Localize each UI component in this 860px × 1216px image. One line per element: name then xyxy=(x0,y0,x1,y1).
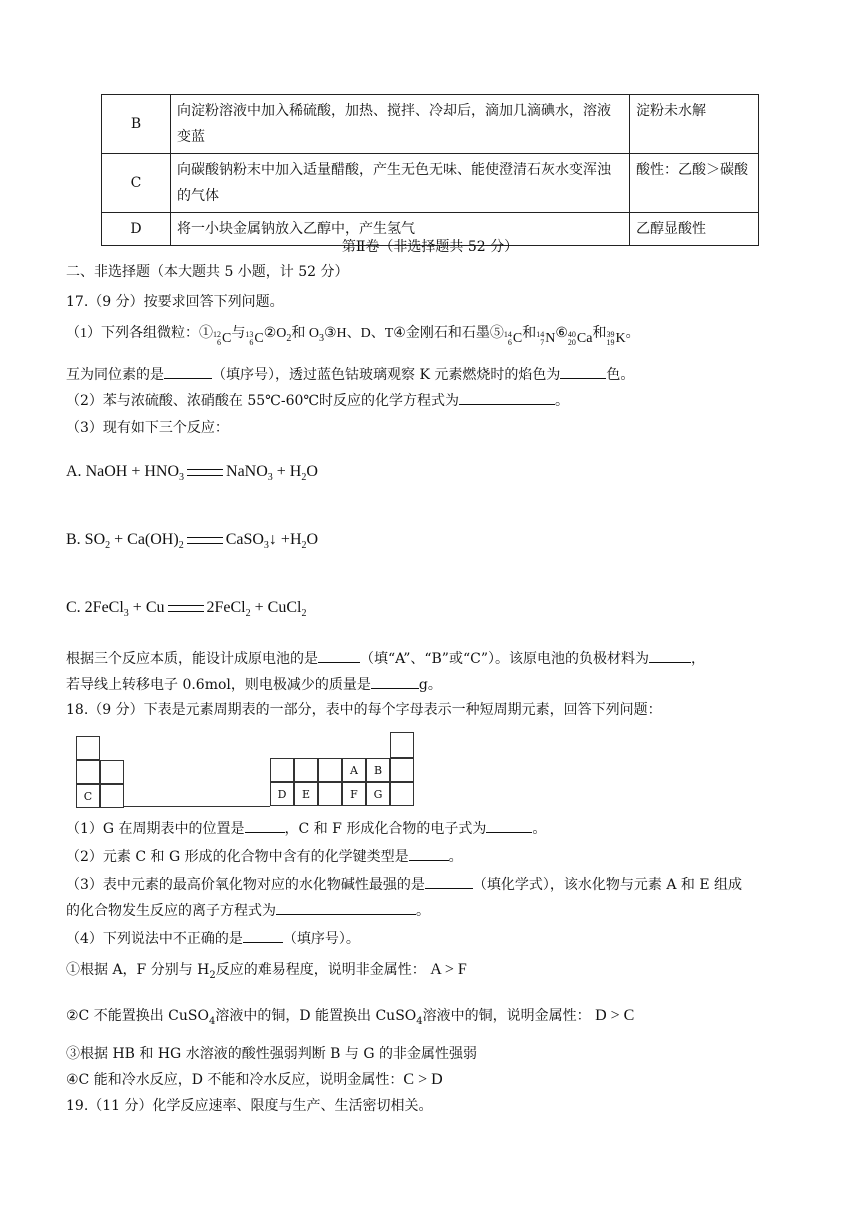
cell-E: E xyxy=(294,782,318,806)
option-cell: B xyxy=(102,95,171,154)
statement-3: ③根据 HB 和 HG 水溶液的酸性强弱判断 B 与 G 的非金属性强弱 xyxy=(66,1046,477,1062)
answer-blank[interactable] xyxy=(164,364,212,379)
periodic-table-sketch xyxy=(72,728,416,810)
cell-A: A xyxy=(342,758,366,782)
table-row xyxy=(102,154,759,213)
q19-title: 19.（11 分）化学反应速率、限度与生产、生活密切相关。 xyxy=(66,1098,433,1114)
conclusion-cell: 淀粉未水解 xyxy=(630,95,759,154)
answer-blank[interactable] xyxy=(245,818,285,833)
section-title: 第Ⅱ卷（非选择题共 52 分） xyxy=(341,239,519,255)
q17-part3-line2: 若导线上转移电子 0.6mol，则电极减少的质量是 g。 xyxy=(66,674,442,695)
reaction-c: C. 2FeCl$_3$ + Cu 2FeCl$_2$ + CuCl$_2$ xyxy=(66,599,307,620)
operation-cell: 向碳酸钠粉末中加入适量醋酸，产生无色无味、能使澄清石灰水变浑浊的气体 xyxy=(171,154,630,213)
reaction-b: B. $SO_2 + Ca(OH)_2$ CaSO$_3$↓ $+H_2O$ xyxy=(66,531,319,552)
q17-part1: （1）下列各组微粒：① 12 6 C与 13 6 $C②O_2$和 $O_3③H$、D、T④金刚石和石墨⑤ 14 6 C和 14 7 N⑥ 40 20 Ca和 39 19 K。 xyxy=(66,326,640,347)
option-cell: D xyxy=(102,213,171,246)
statement-2: ②C 不能置换出 CuSO$_4$溶液中的铜，D 能置换出 CuSO$_4$溶液中的铜，说明金属性： D > C xyxy=(66,1007,635,1027)
part2-header: 二、非选择题（本大题共 5 小题，计 52 分） xyxy=(66,264,349,280)
answer-blank[interactable] xyxy=(560,364,606,379)
answer-blank[interactable] xyxy=(276,900,416,915)
answer-blank[interactable] xyxy=(425,874,473,889)
answer-blank[interactable] xyxy=(459,390,555,405)
q18-title: 18.（9 分）下表是元素周期表的一部分，表中的每个字母表示一种短周期元素，回答下列问题： xyxy=(66,702,662,718)
experiment-table xyxy=(101,94,759,246)
q17-part2: （2）苯与浓硫酸、浓硝酸在 55℃-60℃时反应的化学方程式为 。 xyxy=(66,390,569,411)
statement-4: ④C 能和冷水反应，D 不能和冷水反应，说明金属性：C > D xyxy=(66,1071,443,1088)
cell-C: C xyxy=(76,784,100,808)
conclusion-cell: 酸性：乙酸＞碳酸 xyxy=(630,154,759,213)
q17-part3-line1: 根据三个反应本质，能设计成原电池的是 （填“A”、“B”或“C”）。该原电池的负极材料为 ， xyxy=(66,648,705,669)
conclusion-cell: 乙醇显酸性 xyxy=(630,213,759,246)
q18-part1: （1）G 在周期表中的位置是 ，C 和 F 形成化合物的电子式为 。 xyxy=(66,818,546,839)
answer-blank[interactable] xyxy=(409,846,449,861)
q18-part4: （4）下列说法中不正确的是 （填序号）。 xyxy=(66,928,360,949)
option-cell: C xyxy=(102,154,171,213)
answer-blank[interactable] xyxy=(486,818,532,833)
q18-part2: （2）元素 C 和 G 形成的化合物中含有的化学键类型是 。 xyxy=(66,846,463,867)
q18-part3-line2: 的化合物发生反应的离子方程式为 。 xyxy=(66,900,430,921)
q18-part3: （3）表中元素的最高价氧化物对应的水化物碱性最强的是 （填化学式），该水化物与元素 A 和 E 组成 xyxy=(66,874,742,895)
reaction-a: A. NaOH + $HNO_3$ NaNO$_3$ + $H_2O$ xyxy=(66,463,318,484)
q17-part3: （3）现有如下三个反应： xyxy=(66,420,229,436)
cell-B: B xyxy=(366,758,390,782)
answer-blank[interactable] xyxy=(649,648,691,663)
answer-blank[interactable] xyxy=(318,648,360,663)
answer-blank[interactable] xyxy=(371,674,419,689)
table-row xyxy=(102,95,759,154)
cell-F: F xyxy=(342,782,366,806)
answer-blank[interactable] xyxy=(243,928,283,943)
operation-cell: 将一小块金属钠放入乙醇中，产生氢气 xyxy=(171,213,630,246)
q17-title: 17.（9 分）按要求回答下列问题。 xyxy=(66,294,284,310)
operation-cell: 向淀粉溶液中加入稀硫酸，加热、搅拌、冷却后，滴加几滴碘水，溶液变蓝 xyxy=(171,95,630,154)
q17-part1-line2: 互为同位素的是 （填序号），透过蓝色钴玻璃观察 K 元素燃烧时的焰色为 色。 xyxy=(66,364,634,385)
statement-1: ①根据 A，F 分别与 $H_2$反应的难易程度，说明非金属性： A > F xyxy=(66,961,467,981)
cell-D: D xyxy=(270,782,294,806)
cell-G: G xyxy=(366,782,390,806)
